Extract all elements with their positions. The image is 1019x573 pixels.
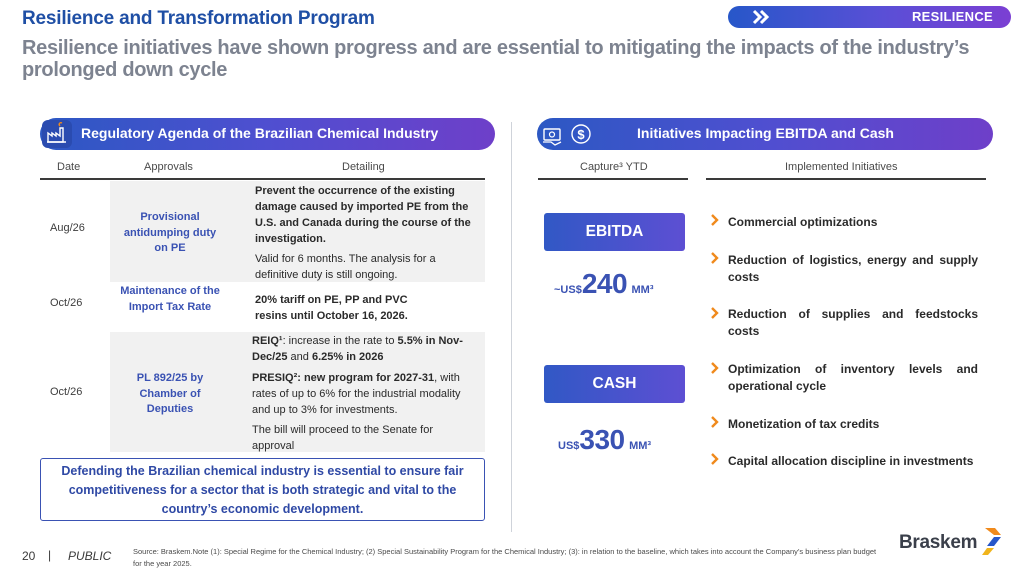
chevron-right-icon <box>710 306 720 320</box>
factory-icon <box>42 120 72 148</box>
svg-text:$: $ <box>577 127 585 142</box>
initiative-item: Reduction of logistics, energy and supply costs <box>728 253 978 284</box>
row-approval: Maintenance of the Import Tax Rate <box>120 285 220 313</box>
program-title: Resilience and Transformation Program <box>22 8 375 29</box>
chevron-right-icon <box>710 213 720 227</box>
headline: Resilience initiatives have shown progress and are essential to mitigating the impacts of the industry’s prolonged down cycle <box>22 37 970 81</box>
braskem-logo <box>899 525 1007 559</box>
initiative-item: Reduction of supplies and feedstocks costs <box>728 307 978 338</box>
ebitda-value <box>554 268 654 300</box>
col-head-initiatives: Implemented Initiatives <box>785 161 898 173</box>
reiq-text-c: and <box>287 351 312 363</box>
table-header-rule <box>40 178 485 180</box>
ebitda-suffix: MM³ <box>631 284 654 296</box>
section-tag <box>728 6 1011 28</box>
row-approval: Provisional antidumping duty on PE <box>123 211 217 254</box>
col-head-date: Date <box>57 161 81 173</box>
row-date: Aug/26 <box>50 222 85 234</box>
defense-callout: Defending the Brazilian chemical industry is essential to ensure fair competitiveness for a sector that is both strategic and vital to the country’s economic development. <box>40 458 485 521</box>
capture-header-rule <box>538 178 688 180</box>
initiative-item: Optimization of inventory levels and operational cycle <box>728 362 978 393</box>
initiatives-title: Initiatives Impacting EBITDA and Cash <box>637 125 894 141</box>
initiatives-banner <box>537 118 993 150</box>
chevron-right-icon <box>710 452 720 466</box>
presiq-detail <box>252 370 474 418</box>
source-note: Source: Braskem.Note (1): Special Regime for the Chemical Industry; (2) Special Sustainability Program for the Chemical Industry; (3): in relation to the baseline, which takes into account the Company’s business plan budget for the year 2025. <box>133 547 877 568</box>
reiq-detail <box>252 333 477 365</box>
reiq-text-a: : increase in the rate to <box>282 335 398 347</box>
cash-value <box>558 424 651 456</box>
cash-prefix: US$ <box>558 440 580 452</box>
row-date: Oct/26 <box>50 386 83 398</box>
logo-wordmark: Braskem <box>899 532 978 553</box>
chevron-right-icon <box>710 251 720 265</box>
panel-divider <box>511 122 512 532</box>
section-tag-label: RESILIENCE <box>911 9 993 24</box>
initiative-item: Capital allocation discipline in investments <box>728 454 974 468</box>
row-approval: PL 892/25 by Chamber of Deputies <box>136 372 204 415</box>
regulatory-agenda-title: Regulatory Agenda of the Brazilian Chemical Industry <box>81 125 439 141</box>
reiq-rate-2025: 5.5% in Nov-Dec/25 <box>252 335 463 363</box>
cash-number: 330 <box>579 424 625 455</box>
presiq-label: PRESIQ²: new program for 2027-31 <box>252 372 435 384</box>
col-head-capture: Capture³ YTD <box>580 161 648 173</box>
senate-note: The bill will proceed to the Senate for approval <box>252 424 433 452</box>
initiative-item: Commercial optimizations <box>728 215 878 229</box>
ebitda-number: 240 <box>581 268 628 299</box>
ebitda-label: EBITDA <box>544 213 685 251</box>
initiatives-header-rule <box>706 178 986 180</box>
row-date: Oct/26 <box>50 297 83 309</box>
reiq-rate-2026: 6.25% in 2026 <box>311 351 384 363</box>
ebitda-prefix: ~US$ <box>554 284 582 296</box>
money-icon <box>541 120 593 148</box>
initiative-item: Monetization of tax credits <box>728 417 880 431</box>
cash-suffix: MM³ <box>629 440 652 452</box>
row-detail-note: Valid for 6 months. The analysis for a definitive duty is still ongoing. <box>255 253 436 281</box>
cash-label: CASH <box>544 365 685 403</box>
presiq-text: , with rates of up to 6% for the industrial modality and up to 3% for investments. <box>252 372 461 416</box>
footer-separator: | <box>48 548 52 562</box>
chevron-right-icon <box>710 415 720 429</box>
reiq-label: REIQ¹ <box>252 335 283 347</box>
page-number: 20 <box>22 549 36 563</box>
col-head-detailing: Detailing <box>342 161 385 173</box>
row-detail-main: Prevent the occurrence of the existing damage caused by imported PE from the U.S. and Canada during the course of the investigation. <box>255 185 471 245</box>
classification-label: PUBLIC <box>68 549 112 563</box>
logo-mark-icon <box>982 526 1004 557</box>
row-detail-main: 20% tariff on PE, PP and PVC resins until October 16, 2026. <box>255 294 408 322</box>
chevron-right-icon <box>710 361 720 375</box>
regulatory-agenda-banner <box>40 118 495 150</box>
col-head-approvals: Approvals <box>144 161 193 173</box>
